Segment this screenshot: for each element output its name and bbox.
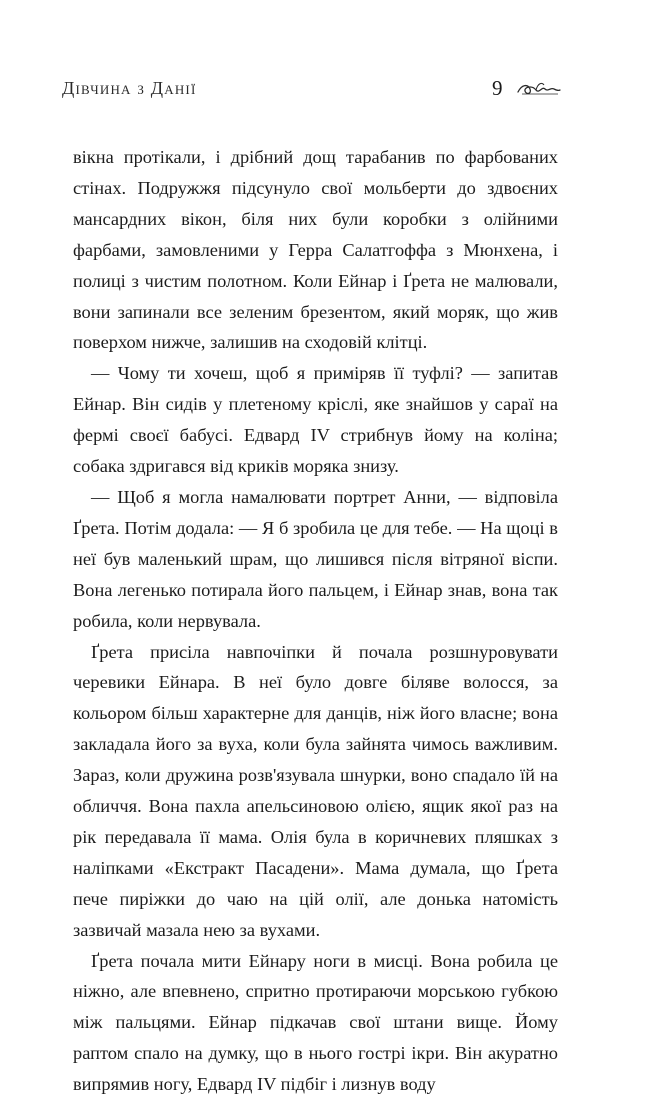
paragraph-continued: вікна протікали, і дрібний дощ тарабанив по фарбованих стінах. Подружжя підсунуло свої мольберти до здвоєних мансардних вікон, біля них були коробки з олійними фарбами, замовленими у Герра Салатгоффа з Мюнхена, і полиці з чистим полотном. Коли Ейнар і Ґрета не малювали, вони запинали все зеленим брезентом, який моряк, що жив поверхом нижче, залишив на сходовій клітці. — [73, 147, 558, 353]
running-title: Дівчина з Данії — [62, 78, 197, 98]
paragraph: Ґрета почала мити Ейнару ноги в мисці. Вона робила це ніжно, але впевнено, спритно протираючи морською губкою між пальцями. Ейнар підкачав свої штани вище. Йому раптом спало на думку, що в нього гострі ікри. Він акуратно випрямив ногу, Едвард IV підбіг і лизнув воду — [73, 950, 558, 1095]
flourish-icon — [514, 80, 562, 98]
paragraph: — Чому ти хочеш, щоб я приміряв її туфлі? — запитав Ейнар. Він сидів у плетеному кріслі, яке знайшов у сараї на фермі своєї бабусі. Едвард IV стрибнув йому на коліна; собака здригався від криків моряка знизу. — [73, 363, 558, 477]
page-number: 9 — [492, 76, 503, 100]
body-text — [73, 142, 558, 1100]
paragraph: Ґрета присіла навпочіпки й почала розшнуровувати черевики Ейнара. В неї було довге біляве волосся, за кольором більш характерне для данців, ніж його власне; вона закладала його за вуха, коли була зайнята чимось важливим. Зараз, коли дружина розв'язувала шнурки, воно спадало їй на обличчя. Вона пахла апельсиновою олією, ящик якої раз на рік передавала її мама. Олія була в коричневих пляшках з наліпками «Екстракт Пасадени». Мама думала, що Ґрета пече пиріжки до чаю на цій олії, але донька натомість зазвичай мазала нею за вухами. — [73, 641, 558, 940]
paragraph: — Щоб я могла намалювати портрет Анни, — відповіла Ґрета. Потім додала: — Я б зробила це для тебе. — На щоці в неї був маленький шрам, що лишився після вітряної віспи. Вона легенько потирала його пальцем, і Ейнар знав, вона так робила, коли нервувала. — [73, 486, 558, 631]
running-header — [62, 78, 558, 104]
